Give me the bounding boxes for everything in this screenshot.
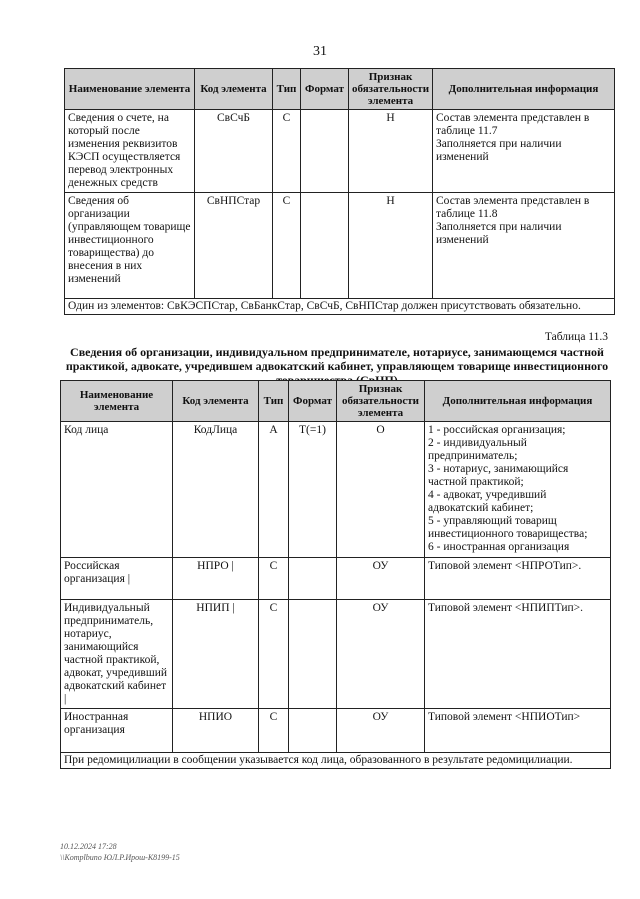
cell-format xyxy=(289,709,337,753)
cell-name: Сведения об организации (управляющем товарище инвестиционного товарищества) до внесения в них изменений xyxy=(65,193,195,299)
cell-required: Н xyxy=(349,193,433,299)
cell-code: СвСчБ xyxy=(195,110,273,193)
header-name: Наименование элемента xyxy=(61,381,173,422)
cell-required: ОУ xyxy=(337,709,425,753)
cell-required: Н xyxy=(349,110,433,193)
header-type: Тип xyxy=(273,69,301,110)
page-number: 31 xyxy=(313,44,327,59)
cell-required: О xyxy=(337,422,425,558)
header-name: Наименование элемента xyxy=(65,69,195,110)
header-format: Формат xyxy=(289,381,337,422)
table-row xyxy=(61,422,611,558)
cell-name: Иностранная организация xyxy=(61,709,173,753)
cell-info: Состав элемента представлен в таблице 11.8 Заполняется при наличии изменений xyxy=(433,193,615,299)
header-format: Формат xyxy=(301,69,349,110)
cell-type: А xyxy=(259,422,289,558)
table-row xyxy=(65,193,615,299)
table-note: При редомицилиации в сообщении указывается код лица, образованного в результате редомицилиации. xyxy=(61,753,611,769)
cell-required: ОУ xyxy=(337,558,425,600)
table-row xyxy=(61,600,611,709)
cell-code: НПРО | xyxy=(173,558,259,600)
cell-code: КодЛица xyxy=(173,422,259,558)
cell-code: НПИП | xyxy=(173,600,259,709)
table-title: Сведения об организации, индивидуальном предпринимателе, нотариусе, занимающемся частной практикой, адвокате, учредившем адвокатский кабинет, управляющем товарище инвестиционного xyxy=(65,345,609,373)
header-info: Дополнительная информация xyxy=(425,381,611,422)
cell-type: С xyxy=(259,600,289,709)
cell-info: 1 - российская организация; 2 - индивидуальный предприниматель; 3 - нотариус, занимающийся частной практикой; 4 - адвокат, учредивший адвокатский кабинет; 5 - управляющий товарищ инвестиционного товарищества; 6 - иностранная организация xyxy=(425,422,611,558)
cell-format xyxy=(289,600,337,709)
table-row xyxy=(61,558,611,600)
cell-name: Сведения о счете, на который после изменения реквизитов КЭСП осуществляется перевод электронных денежных средств xyxy=(65,110,195,193)
table-note: Один из элементов: СвКЭСПСтар, СвБанкСтар, СвСчБ, СвНПСтар должен присутствовать обязательно. xyxy=(65,299,615,315)
cell-code: СвНПСтар xyxy=(195,193,273,299)
footer-timestamp: 10.12.2024 17:28 xyxy=(60,842,117,851)
table-note-row xyxy=(65,299,615,315)
header-code: Код элемента xyxy=(173,381,259,422)
header-type: Тип xyxy=(259,381,289,422)
table-label: Таблица 11.3 xyxy=(544,331,608,343)
cell-name: Индивидуальный предприниматель, нотариус, занимающийся частной практикой, адвокат, учредивший адвокатский кабинет | xyxy=(61,600,173,709)
cell-name: Код лица xyxy=(61,422,173,558)
table-row xyxy=(61,709,611,753)
cell-info: Состав элемента представлен в таблице 11.7 Заполняется при наличии изменений xyxy=(433,110,615,193)
cell-info: Типовой элемент <НПРОТип>. xyxy=(425,558,611,600)
header-required: Признак обязательности элемента xyxy=(337,381,425,422)
table-note-row xyxy=(61,753,611,769)
cell-type: С xyxy=(259,709,289,753)
footer-path: \\Komplbuno ЮЛ.Р.Ирош-К8199-15 xyxy=(60,853,180,862)
cell-type: С xyxy=(259,558,289,600)
cell-format: Т(=1) xyxy=(289,422,337,558)
header-code: Код элемента xyxy=(195,69,273,110)
cell-type: С xyxy=(273,110,301,193)
cell-format xyxy=(301,110,349,193)
cell-name: Российская организация | xyxy=(61,558,173,600)
cell-info: Типовой элемент <НПИОТип> xyxy=(425,709,611,753)
table-svnp xyxy=(60,380,611,769)
cell-type: С xyxy=(273,193,301,299)
table-continuation xyxy=(64,68,615,315)
cell-info: Типовой элемент <НПИПТип>. xyxy=(425,600,611,709)
cell-format xyxy=(301,193,349,299)
cell-code: НПИО xyxy=(173,709,259,753)
header-required: Признак обязательности элемента xyxy=(349,69,433,110)
table-row xyxy=(65,110,615,193)
header-info: Дополнительная информация xyxy=(433,69,615,110)
cell-required: ОУ xyxy=(337,600,425,709)
cell-format xyxy=(289,558,337,600)
